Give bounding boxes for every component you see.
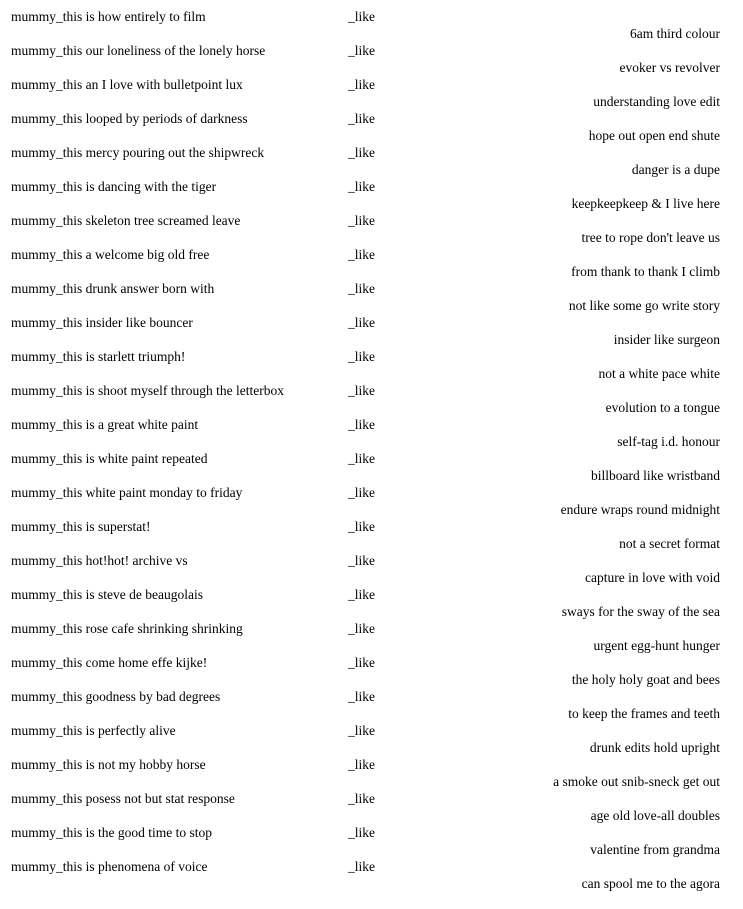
phrase-text: mummy_this a welcome big old free [11,247,210,262]
like-text: _like [348,553,375,568]
phrase-text: mummy_this hot!hot! archive vs [11,553,188,568]
list-item: understanding love edit [593,94,720,109]
like-text: _like [348,723,375,738]
like-text: _like [348,43,375,58]
phrase-text: mummy_this white paint monday to friday [11,485,243,500]
right-phrase-list [400,25,720,909]
phrase-text: mummy_this is perfectly alive [11,723,176,738]
phrase-text: mummy_this is shoot myself through the letterbox [11,383,284,398]
list-item [11,654,391,688]
left-phrase-list [11,8,391,892]
list-item: sways for the sway of the sea [561,604,720,619]
phrase-text: mummy_this an I love with bulletpoint lux [11,77,243,92]
list-item [11,280,391,314]
phrase-text: mummy_this is superstat! [11,519,151,534]
list-item: billboard like wristband [591,468,720,483]
like-text: _like [348,587,375,602]
like-text: _like [348,417,375,432]
list-item [11,144,391,178]
list-item [11,8,391,42]
like-text: _like [348,485,375,500]
like-text: _like [348,349,375,364]
list-item: the holy holy goat and bees [571,672,720,687]
list-item: tree to rope don't leave us [581,230,720,245]
list-item [11,688,391,722]
phrase-text: mummy_this is white paint repeated [11,451,208,466]
list-item: to keep the frames and teeth [568,706,720,721]
list-item: drunk edits hold upright [589,740,720,755]
like-text: _like [348,451,375,466]
like-text: _like [348,213,375,228]
like-text: _like [348,247,375,262]
list-item: age old love-all doubles [590,808,720,823]
phrase-text: mummy_this rose cafe shrinking shrinking [11,621,243,636]
list-item [11,722,391,756]
like-text: _like [348,791,375,806]
list-item [11,110,391,144]
list-item: not a white pace white [598,366,720,381]
like-text: _like [348,315,375,330]
list-item [11,790,391,824]
list-item: from thank to thank I climb [571,264,720,279]
list-item [11,212,391,246]
phrase-text: mummy_this is dancing with the tiger [11,179,217,194]
list-item [11,246,391,280]
list-item: can spool me to the agora [581,876,720,891]
list-item: 6am third colour [630,26,720,41]
list-item [11,620,391,654]
list-item [11,484,391,518]
like-text: _like [348,77,375,92]
like-text: _like [348,383,375,398]
like-text: _like [348,757,375,772]
list-item [11,552,391,586]
phrase-text: mummy_this is phenomena of voice [11,859,208,874]
list-item: insider like surgeon [613,332,720,347]
phrase-text: mummy_this mercy pouring out the shipwreck [11,145,265,160]
list-item: urgent egg-hunt hunger [593,638,720,653]
like-text: _like [348,621,375,636]
phrase-text: mummy_this our loneliness of the lonely horse [11,43,266,58]
list-item: evolution to a tongue [605,400,720,415]
list-item: a smoke out snib-sneck get out [553,774,720,789]
like-text: _like [348,825,375,840]
phrase-text: mummy_this skeleton tree screamed leave [11,213,241,228]
phrase-text: mummy_this looped by periods of darkness [11,111,248,126]
like-text: _like [348,111,375,126]
phrase-text: mummy_this come home effe kijke! [11,655,208,670]
phrase-text: mummy_this is starlett triumph! [11,349,186,364]
list-item: keepkeepkeep & I live here [571,196,720,211]
list-item: not a secret format [619,536,720,551]
phrase-text: mummy_this posess not but stat response [11,791,235,806]
list-item: self-tag i.d. honour [617,434,720,449]
like-text: _like [348,859,375,874]
like-text: _like [348,519,375,534]
list-item: hope out open end shute [588,128,720,143]
list-item [11,450,391,484]
list-item: endure wraps round midnight [560,502,720,517]
like-text: _like [348,281,375,296]
list-item [11,76,391,110]
list-item: evoker vs revolver [619,60,720,75]
list-item [11,314,391,348]
phrase-text: mummy_this insider like bouncer [11,315,193,330]
list-item [11,518,391,552]
list-item [11,756,391,790]
phrase-text: mummy_this is steve de beaugolais [11,587,203,602]
list-item: not like some go write story [568,298,720,313]
list-item [11,824,391,858]
like-text: _like [348,145,375,160]
list-item [11,858,391,892]
list-item [11,382,391,416]
list-item: danger is a dupe [631,162,720,177]
like-text: _like [348,179,375,194]
list-item [11,178,391,212]
phrase-text: mummy_this is not my hobby horse [11,757,206,772]
phrase-text: mummy_this is the good time to stop [11,825,213,840]
like-text: _like [348,9,375,24]
list-item [11,42,391,76]
phrase-text: mummy_this is how entirely to film [11,9,206,24]
list-item: valentine from grandma [590,842,720,857]
phrase-text: mummy_this drunk answer born with [11,281,215,296]
phrase-text: mummy_this goodness by bad degrees [11,689,221,704]
list-item [11,586,391,620]
list-item [11,348,391,382]
list-item: capture in love with void [585,570,720,585]
like-text: _like [348,655,375,670]
phrase-text: mummy_this is a great white paint [11,417,199,432]
like-text: _like [348,689,375,704]
list-item [11,416,391,450]
